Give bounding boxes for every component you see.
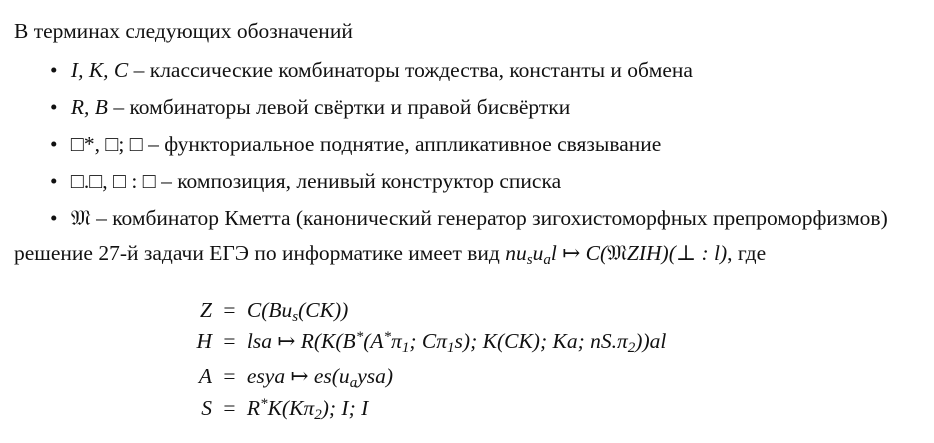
- solution-suffix: , где: [727, 241, 767, 265]
- bullet-icon: •: [50, 58, 58, 82]
- bullet-math: 𝔐: [70, 206, 91, 231]
- equation-rhs: $C(Bu_s(CK))$: [246, 298, 349, 325]
- bullet-item: [50, 58, 693, 83]
- intro-text: В терминах следующих обозначений: [14, 19, 353, 43]
- bullet-text: – классические комбинаторы тождества, константы и обмена: [128, 58, 693, 82]
- bullet-math: □*, □; □: [70, 132, 143, 156]
- bullet-icon: •: [50, 132, 58, 156]
- equation-row: [180, 364, 393, 392]
- equation-lhs: Z: [200, 298, 212, 322]
- equation-lhs: H: [196, 329, 212, 353]
- equation-rhs: esya ↦ $es(u_aysa)$: [246, 364, 394, 391]
- bullet-item: [50, 169, 561, 194]
- equals-sign: =: [223, 298, 236, 322]
- equation-rhs: lsa ↦ $R(K(B^*(A^*\pi_1$; $C\pi_1s$); K(CK); Ka; $nS.\pi_2))al$: [246, 329, 667, 356]
- equation-lhs: A: [198, 364, 212, 388]
- solution-prefix: решение 27-й задачи ЕГЭ по информатике имеет вид: [14, 241, 500, 265]
- bullet-item: [50, 132, 661, 157]
- bullet-math: I, K, C: [70, 58, 129, 82]
- bullet-math: R, B: [70, 95, 108, 119]
- bullet-math: □.□, □ : □: [70, 169, 156, 193]
- solution-line: [14, 243, 766, 268]
- bullet-text: – комбинатор Кметта (канонический генератор зигохистоморфных препроморфизмов): [90, 206, 888, 230]
- bullet-icon: •: [50, 95, 58, 119]
- solution-formula: $nu_su_al$ ↦ C(𝔐ZIH)(⊥ : l): [505, 241, 728, 268]
- bullet-text: – комбинаторы левой свёртки и правой бисвёртки: [107, 95, 571, 119]
- equals-sign: =: [223, 364, 236, 388]
- bullet-item: [50, 206, 888, 231]
- bullet-item: [50, 95, 570, 120]
- equation-row: [180, 329, 666, 357]
- bullet-icon: •: [50, 169, 58, 193]
- equation-rhs: $R^*K(K\pi_2)$; I; I: [246, 396, 369, 423]
- equals-sign: =: [223, 329, 236, 353]
- equation-row: [180, 396, 368, 424]
- equals-sign: =: [223, 396, 236, 420]
- equation-row: [180, 298, 348, 326]
- bullet-text: – композиция, ленивый конструктор списка: [155, 169, 562, 193]
- equation-lhs: S: [201, 396, 212, 420]
- bullet-text: – функториальное поднятие, аппликативное связывание: [142, 132, 662, 156]
- bullet-icon: •: [50, 206, 58, 230]
